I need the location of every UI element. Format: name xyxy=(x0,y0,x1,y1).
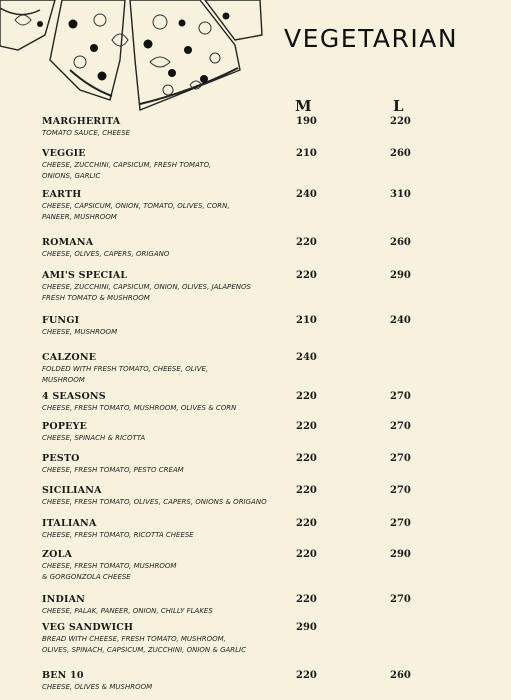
menu-item xyxy=(42,518,482,541)
size-large-header: L xyxy=(393,97,404,115)
menu-item-description: CHEESE, ZUCCHINI, CAPSICUM, ONION, OLIVES, JALAPENOS xyxy=(42,283,251,291)
menu-item-name: VEG SANDWICH xyxy=(42,622,134,633)
menu-item xyxy=(42,421,482,444)
price-medium: 240 xyxy=(296,189,317,200)
menu-item-description: CHEESE, FRESH TOMATO, MUSHROOM, OLIVES & CORN xyxy=(42,404,237,412)
menu-item-name: ZOLA xyxy=(42,549,73,560)
price-large: 270 xyxy=(390,421,411,432)
menu-item-description: CHEESE, FRESH TOMATO, OLIVES, CAPERS, ONIONS & ORIGANO xyxy=(42,498,267,506)
price-medium: 220 xyxy=(296,549,317,560)
menu-item-description: TOMATO SAUCE, CHEESE xyxy=(42,129,131,137)
price-medium: 220 xyxy=(296,270,317,281)
price-medium: 220 xyxy=(296,485,317,496)
menu-item xyxy=(42,148,482,182)
price-medium: 220 xyxy=(296,391,317,402)
price-medium: 210 xyxy=(296,315,317,326)
menu-item-description: CHEESE, OLIVES & MUSHROOM xyxy=(42,683,153,691)
menu-item-description: CHEESE, FRESH TOMATO, PESTO CREAM xyxy=(42,466,184,474)
menu-item-name: PESTO xyxy=(42,453,80,464)
menu-item xyxy=(42,549,482,583)
menu-item-name: EARTH xyxy=(42,189,82,200)
menu-item-name: CALZONE xyxy=(42,352,97,363)
price-large: 270 xyxy=(390,518,411,529)
menu-item-name: VEGGIE xyxy=(42,148,86,159)
price-large: 270 xyxy=(390,485,411,496)
price-large: 260 xyxy=(390,148,411,159)
price-medium: 190 xyxy=(296,116,317,127)
menu-item-description: FOLDED WITH FRESH TOMATO, CHEESE, OLIVE, xyxy=(42,365,209,373)
price-large: 310 xyxy=(390,189,411,200)
menu-item xyxy=(42,453,482,476)
price-large: 270 xyxy=(390,453,411,464)
section-title: VEGETARIAN xyxy=(284,24,459,53)
price-medium: 240 xyxy=(296,352,317,363)
menu-item-name: BEN 10 xyxy=(42,670,84,681)
price-medium: 220 xyxy=(296,670,317,681)
menu-item-description: BREAD WITH CHEESE, FRESH TOMATO, MUSHROOM, xyxy=(42,635,226,643)
price-large: 260 xyxy=(390,237,411,248)
menu-item-description: CHEESE, SPINACH & RICOTTA xyxy=(42,434,146,442)
price-large: 270 xyxy=(390,391,411,402)
price-medium: 220 xyxy=(296,518,317,529)
menu-item xyxy=(42,670,482,693)
price-large: 270 xyxy=(390,594,411,605)
price-medium: 220 xyxy=(296,594,317,605)
menu-item-description: CHEESE, ZUCCHINI, CAPSICUM, FRESH TOMATO, xyxy=(42,161,212,169)
menu-item xyxy=(42,622,482,656)
price-medium: 220 xyxy=(296,421,317,432)
menu-item-description: CHEESE, FRESH TOMATO, MUSHROOM xyxy=(42,562,177,570)
menu-item-name: INDIAN xyxy=(42,594,86,605)
menu-item xyxy=(42,594,482,617)
price-large: 290 xyxy=(390,270,411,281)
menu-item xyxy=(42,237,482,260)
menu-item-name: ROMANA xyxy=(42,237,94,248)
menu-item-description: CHEESE, PALAK, PANEER, ONION, CHILLY FLAKES xyxy=(42,607,213,615)
menu-item xyxy=(42,391,482,414)
menu-item-description: CHEESE, CAPSICUM, ONION, TOMATO, OLIVES, CORN, xyxy=(42,202,230,210)
size-medium-header: M xyxy=(295,97,312,115)
menu-item-description: CHEESE, FRESH TOMATO, RICOTTA CHEESE xyxy=(42,531,194,539)
menu-item-name: ITALIANA xyxy=(42,518,97,529)
price-medium: 210 xyxy=(296,148,317,159)
menu-item xyxy=(42,189,482,223)
price-medium: 290 xyxy=(296,622,317,633)
menu-item-name: MARGHERITA xyxy=(42,116,121,127)
price-large: 290 xyxy=(390,549,411,560)
menu-item-description: & GORGONZOLA CHEESE xyxy=(42,573,131,581)
price-medium: 220 xyxy=(296,237,317,248)
menu-item-description: MUSHROOM xyxy=(42,376,85,384)
menu-item xyxy=(42,116,482,139)
menu-item-description: CHEESE, OLIVES, CAPERS, ORIGANO xyxy=(42,250,170,258)
menu-item-description: FRESH TOMATO & MUSHROOM xyxy=(42,294,150,302)
menu-item-name: POPEYE xyxy=(42,421,88,432)
menu-item-description: CHEESE, MUSHROOM xyxy=(42,328,118,336)
menu-item xyxy=(42,270,482,304)
menu-item-name: SICILIANA xyxy=(42,485,102,496)
price-large: 220 xyxy=(390,116,411,127)
menu-item-description: PANEER, MUSHROOM xyxy=(42,213,117,221)
pizza-illustration xyxy=(0,0,270,115)
menu-item-name: AMI'S SPECIAL xyxy=(42,270,128,281)
menu-item-name: FUNGI xyxy=(42,315,80,326)
menu-item xyxy=(42,485,482,508)
menu-item xyxy=(42,352,482,386)
price-large: 260 xyxy=(390,670,411,681)
price-medium: 220 xyxy=(296,453,317,464)
menu-item-description: ONIONS, GARLIC xyxy=(42,172,101,180)
menu-item xyxy=(42,315,482,338)
price-large: 240 xyxy=(390,315,411,326)
menu-item-description: OLIVES, SPINACH, CAPSICUM, ZUCCHINI, ONION & GARLIC xyxy=(42,646,247,654)
menu-item-name: 4 SEASONS xyxy=(42,391,106,402)
